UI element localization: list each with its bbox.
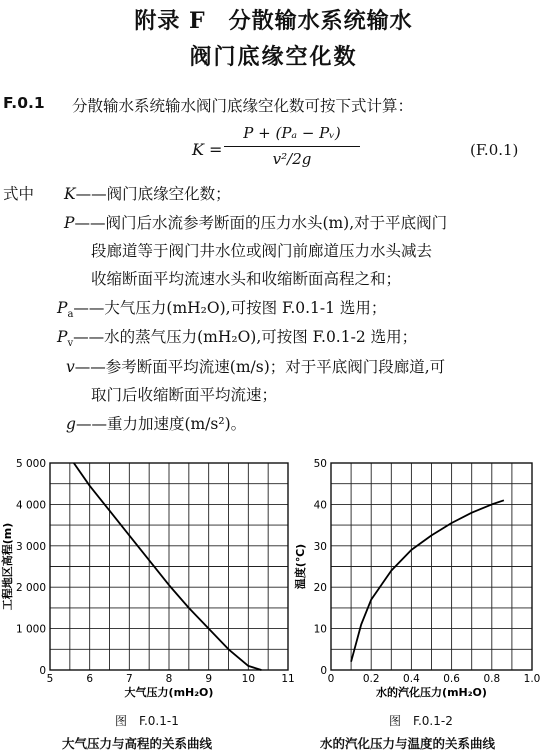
x-tick-label: 8 <box>165 673 173 685</box>
dash: —— <box>74 358 106 376</box>
x-tick-label: 0.2 <box>362 673 380 685</box>
x-axis-label: 大气压力(mH₂O) <box>124 686 214 699</box>
x-tick-label: 0.4 <box>403 673 420 685</box>
y-tick-label: 10 <box>313 623 327 636</box>
chart-vapor-pressure-temperature <box>290 448 547 708</box>
definition-v-line1: 参考断面平均流速(m/s)；对于平底阀门段廊道,可 <box>105 358 446 376</box>
x-tick-label: 9 <box>205 673 213 685</box>
symbol-g: g <box>66 415 76 433</box>
x-tick-label: 11 <box>281 673 295 685</box>
dash: —— <box>73 299 105 317</box>
symbol-v: v <box>66 358 75 376</box>
definition-pv-text: 水的蒸气压力(mH₂O),可按图 F.0.1-2 选用； <box>104 328 418 346</box>
definition-p-line3: 收缩断面平均流速水头和收缩断面高程之和； <box>91 270 402 288</box>
x-tick-label: 7 <box>125 673 133 685</box>
dash: —— <box>73 328 105 346</box>
symbol-pv: P <box>57 328 68 346</box>
definition-p-line2: 段廊道等于阀门井水位或阀门前廊道压力水头减去 <box>91 242 433 260</box>
y-tick-label: 50 <box>313 458 327 470</box>
x-tick-label: 6 <box>86 673 94 685</box>
definition-pa <box>57 296 386 320</box>
series-line <box>351 500 504 661</box>
symbol-p: P <box>64 214 75 232</box>
symbol-pv-sub: v <box>67 338 74 350</box>
y-tick-label: 3 000 <box>15 540 46 553</box>
definition-pv <box>57 325 417 349</box>
figure1-caption: 大气压力与高程的关系曲线 <box>62 736 213 751</box>
where-label: 式中 <box>3 185 35 203</box>
x-tick-label: 0.6 <box>443 673 460 685</box>
x-tick-label: 1.0 <box>523 673 541 685</box>
dash: —— <box>75 185 107 203</box>
section-text: 分散输水系统输水阀门底缘空化数可按下式计算： <box>72 97 414 115</box>
y-axis-label: 温度(℃) <box>294 543 307 590</box>
definition-v <box>66 355 445 377</box>
figure1-number: 图 F.0.1-1 <box>115 714 179 728</box>
y-tick-label: 5 000 <box>15 458 46 470</box>
definition-k-text: 阀门底缘空化数； <box>106 185 231 203</box>
symbol-pa-sub: a <box>67 309 74 321</box>
x-tick-label: 10 <box>241 673 256 685</box>
x-tick-label: 5 <box>46 673 54 685</box>
definition-p <box>64 211 447 233</box>
y-tick-label: 0 <box>39 665 46 677</box>
fraction-bar <box>224 146 360 147</box>
definition-g <box>66 412 246 434</box>
y-axis-label: 工程地区高程(m) <box>1 522 14 611</box>
definition-g-text: 重力加速度(m/s²)。 <box>106 415 247 433</box>
y-tick-label: 2 000 <box>15 582 46 595</box>
chart-atmospheric-pressure-elevation <box>0 448 295 708</box>
y-tick-label: 1 000 <box>15 623 46 636</box>
x-tick-label: 0 <box>327 673 335 685</box>
formula-number: (F.0.1) <box>470 141 519 159</box>
figure2-number: 图 F.0.1-2 <box>389 714 453 728</box>
y-tick-label: 0 <box>320 665 327 677</box>
dash: —— <box>74 214 106 232</box>
formula-lhs: K = <box>192 140 223 159</box>
x-axis-label: 水的汽化压力(mH₂O) <box>376 686 487 699</box>
formula-denominator: v²/2g <box>272 150 312 168</box>
definition-v-line2: 取门后收缩断面平均流速； <box>91 386 278 404</box>
figure2-caption: 水的汽化压力与温度的关系曲线 <box>320 736 496 751</box>
symbol-pa: P <box>57 299 68 317</box>
appendix-subtitle: 阀门底缘空化数 <box>189 44 358 70</box>
formula-numerator: P + (Pₐ − Pᵥ) <box>243 124 341 142</box>
x-tick-label: 0.8 <box>483 673 501 685</box>
dash: —— <box>75 415 107 433</box>
definition-p-line1: 阀门后水流参考断面的压力水头(m),对于平底阀门 <box>105 214 448 232</box>
y-tick-label: 4 000 <box>15 499 46 512</box>
appendix-title: 附录 F 分散输水系统输水 <box>134 8 413 34</box>
symbol-k: K <box>64 185 76 203</box>
definition-k <box>64 182 231 204</box>
y-tick-label: 30 <box>313 540 327 553</box>
section-number: F.0.1 <box>3 94 45 112</box>
y-tick-label: 40 <box>313 499 327 512</box>
definition-pa-text: 大气压力(mH₂O),可按图 F.0.1-1 选用； <box>104 299 387 317</box>
y-tick-label: 20 <box>313 582 327 595</box>
